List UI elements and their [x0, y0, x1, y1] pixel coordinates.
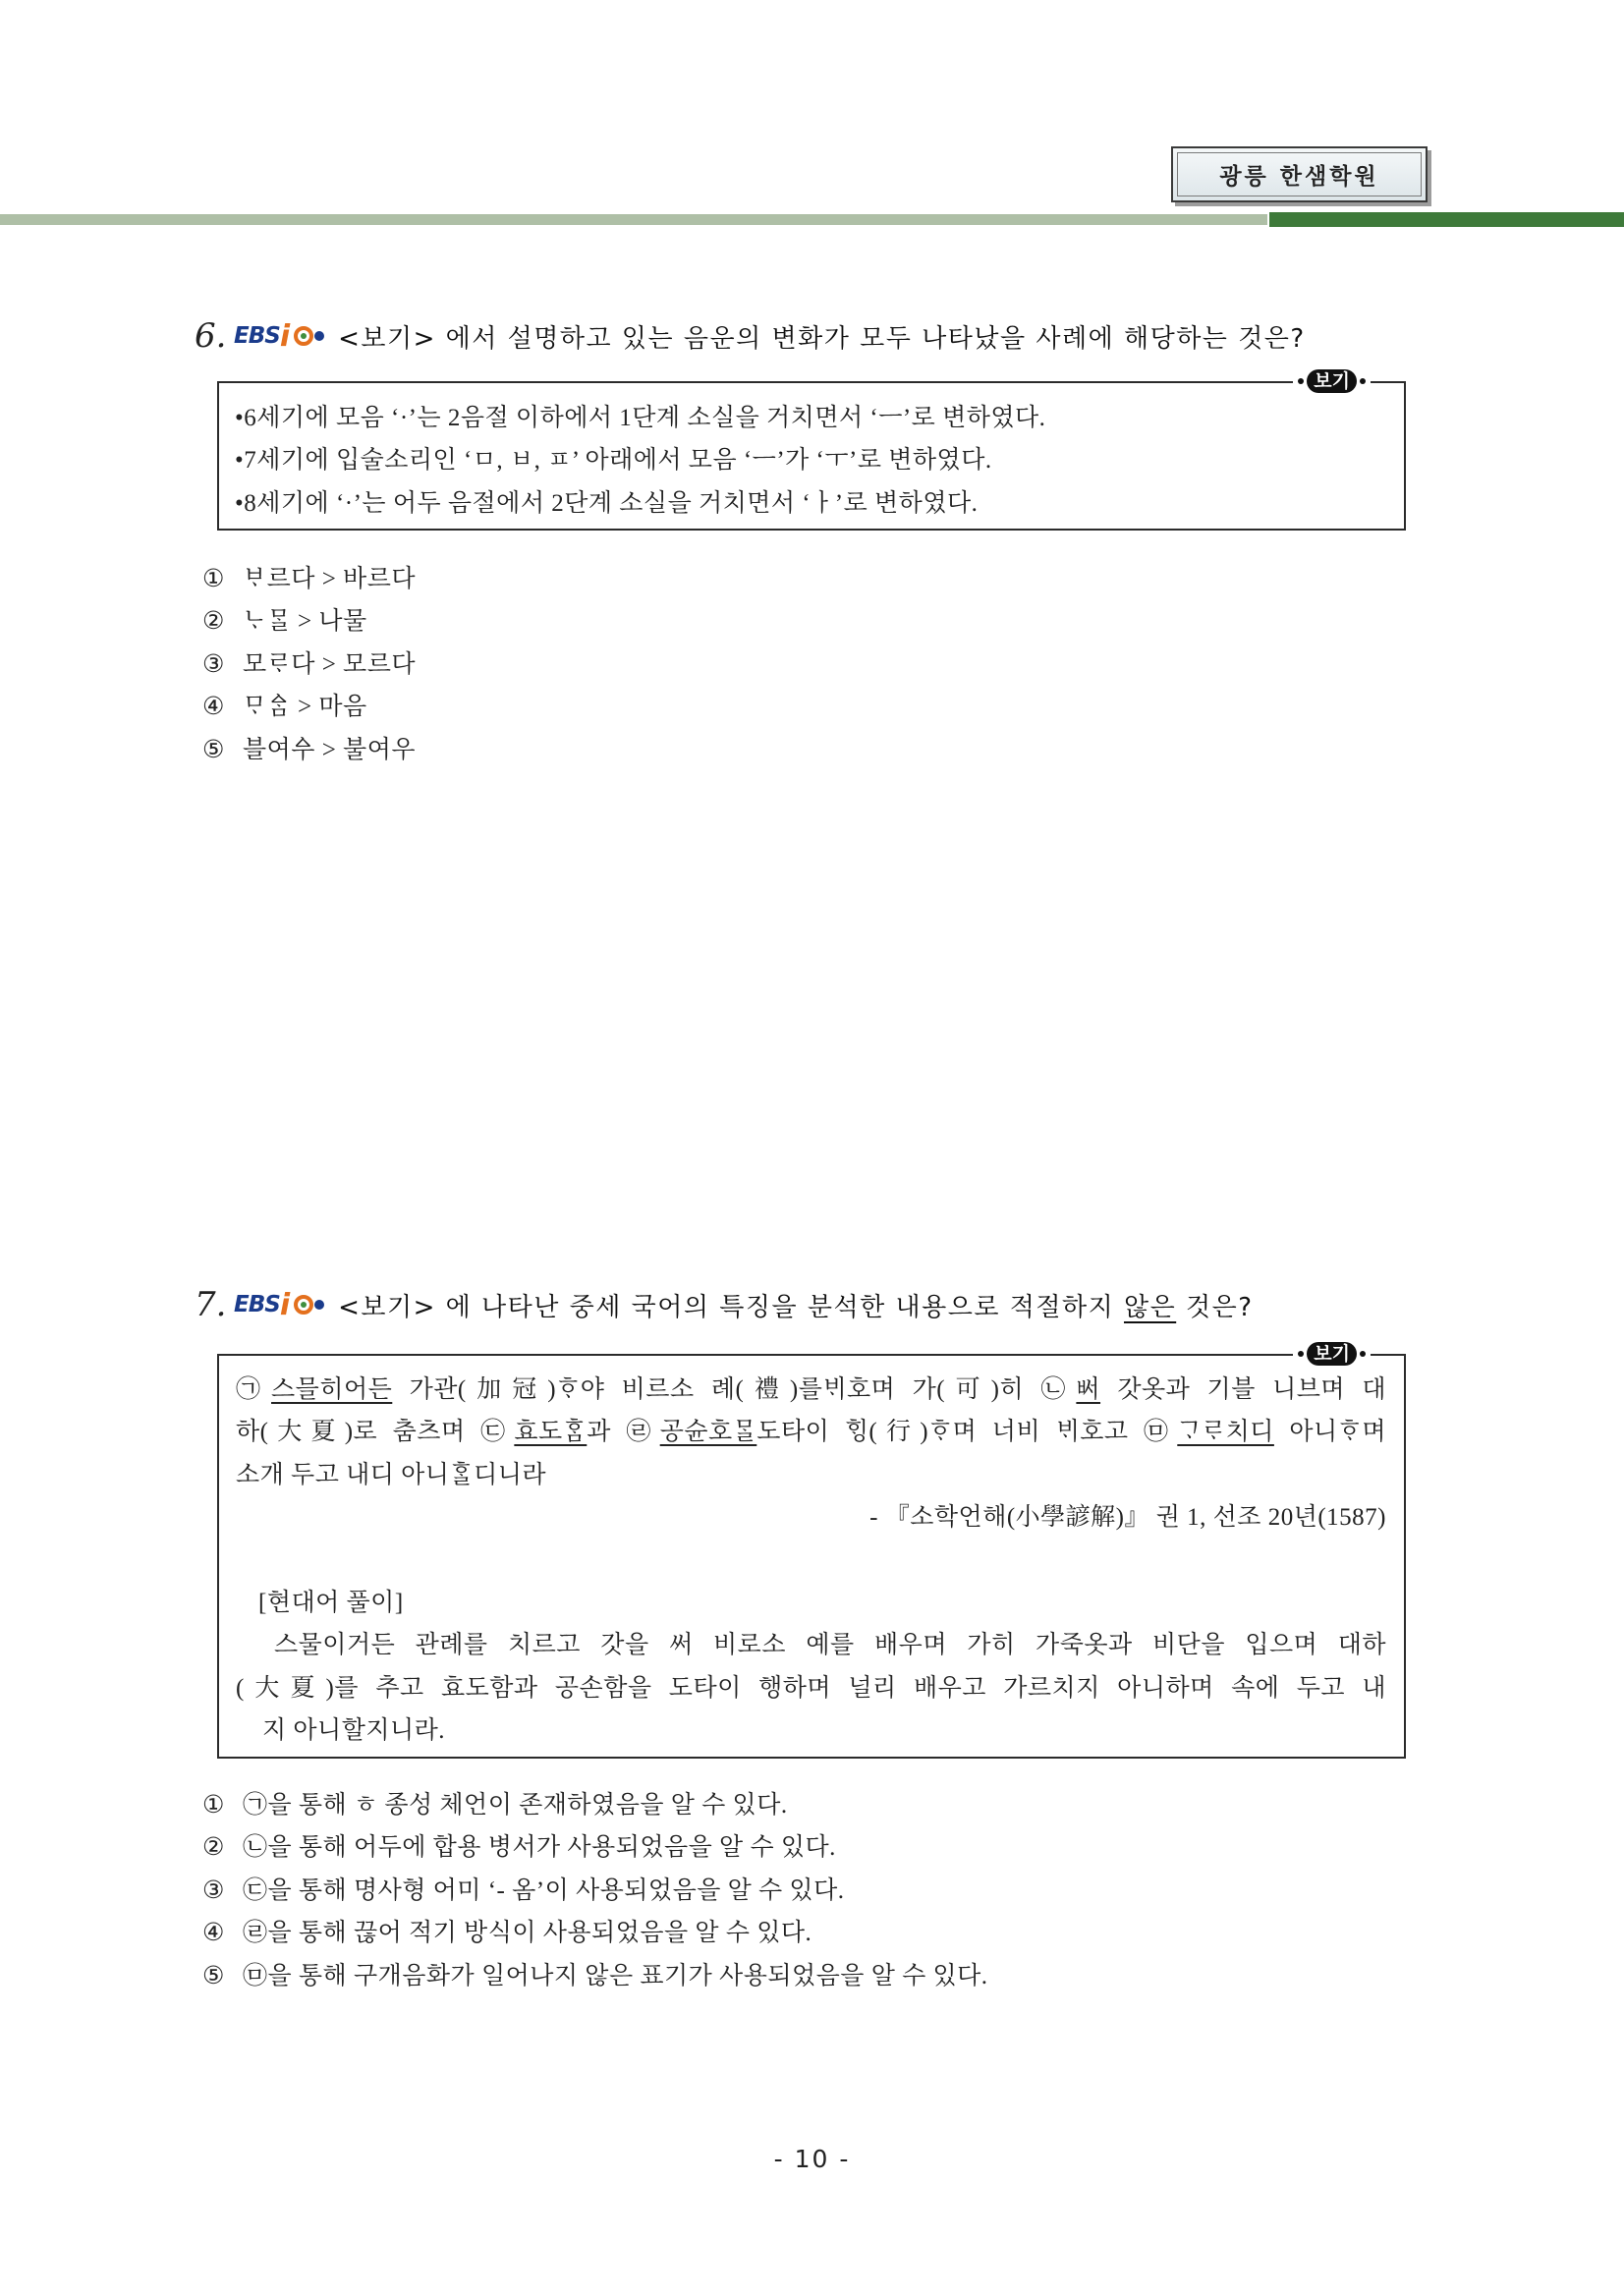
option-marker: ④	[202, 694, 225, 721]
passage-line	[236, 1369, 1386, 1411]
passage-text: 갓옷과 기블 니브며 대	[1100, 1376, 1386, 1403]
passage-text: 과 ㉣	[587, 1419, 660, 1446]
option-marker: ⑤	[202, 1962, 225, 1989]
passage-underlined-e: ᄀᆞᄅᆞ치디	[1177, 1419, 1274, 1446]
option-text: ㉠을 통해 ㅎ 종성 체언이 존재하였음을 알 수 있다.	[243, 1792, 788, 1819]
answer-option	[202, 1870, 988, 1912]
passage-text: 하(大夏)로 춤츠며 ㉢	[236, 1419, 515, 1446]
ebsi-emblem-icon	[293, 323, 326, 349]
answer-option	[202, 558, 416, 600]
example-box-label-text: 보기	[1307, 369, 1357, 393]
header-bar-dark	[1269, 212, 1624, 227]
header-bar-light	[0, 214, 1267, 225]
option-text: ᄇᆞ르다 > 바르다	[243, 566, 416, 592]
page-number: - 10 -	[773, 2145, 851, 2173]
example-line: •8세기에 ‘·’는 어두 음절에서 2단계 소실을 거치면서 ‘ㅏ’로 변하였다.	[235, 489, 979, 517]
option-text: ㉣을 통해 끊어 적기 방식이 사용되었음을 알 수 있다.	[243, 1920, 812, 1947]
answer-option	[202, 1912, 988, 1954]
example-box	[217, 370, 1406, 531]
label-dot-right	[1360, 378, 1366, 384]
question-number: 6.	[195, 316, 227, 356]
option-marker: ②	[202, 608, 225, 636]
option-text: ᄆᆞᅀᆞᆷ > 마음	[243, 694, 367, 721]
answer-option	[202, 1826, 988, 1869]
answer-option	[202, 1784, 988, 1826]
option-text: 블여ᅀᅮ > 불여우	[243, 736, 416, 763]
answer-option	[202, 1955, 988, 1997]
option-text: ㉤을 통해 구개음화가 일어나지 않은 표기가 사용되었음을 알 수 있다.	[243, 1962, 988, 1989]
stem-part: <보기> 에 나타난 중세 국어의 특징을 분석한 내용으로 적절하지	[338, 1292, 1124, 1322]
passage-text: 도타이 ᄒᆡᆼ(行)ᄒᆞ며 너비 ᄇᆡ호고 ㉤	[756, 1419, 1178, 1446]
label-dot-right	[1360, 1351, 1366, 1357]
option-marker: ⑤	[202, 736, 225, 763]
example-box-label	[1293, 1340, 1371, 1368]
ebsi-logo	[234, 1288, 326, 1322]
label-dot-left	[1298, 378, 1304, 384]
example-box	[217, 1343, 1406, 1759]
translation-heading: [현대어 풀이]	[258, 1589, 404, 1616]
passage-line	[236, 1454, 1386, 1496]
ebsi-logo-accent-letter: i	[279, 318, 291, 354]
example-line: •7세기에 입술소리인 ‘ㅁ, ㅂ, ㅍ’ 아래에서 모음 ‘ㅡ’가 ‘ㅜ’로 변하였다.	[235, 447, 992, 475]
option-text: ㉢을 통해 명사형 어미 ‘- 옴’이 사용되었음을 알 수 있다.	[243, 1876, 845, 1904]
ebsi-logo-letters: EBS	[234, 323, 280, 349]
question-number: 7.	[195, 1285, 227, 1324]
example-box-label-text: 보기	[1307, 1342, 1357, 1366]
blank-line	[236, 1540, 1386, 1582]
stem-emphasis-underlined: 않은	[1123, 1292, 1177, 1322]
question-stem: <보기> 에서 설명하고 있는 음운의 변화가 모두 나타났을 사례에 해당하는 것은?	[338, 323, 1306, 354]
answer-option	[202, 729, 416, 771]
passage-marker: ㉠	[236, 1376, 272, 1403]
ebsi-logo-letters: EBS	[234, 1292, 280, 1317]
question-6-options	[202, 558, 416, 771]
question-7-options	[202, 1784, 988, 1997]
ebsi-logo	[234, 319, 326, 354]
passage-source: - 『소학언해(小學諺解)』 권 1, 선조 20년(1587)	[869, 1504, 1386, 1532]
translation-line: 스물이거든 관례를 치르고 갓을 써 비로소 예를 배우며 가히 가죽옷과 비단을 입으며 대하	[274, 1632, 1386, 1659]
academy-badge	[1171, 146, 1428, 202]
translation-line: 지 아니할지니라.	[262, 1717, 446, 1745]
option-marker: ④	[202, 1920, 225, 1947]
example-box-label	[1293, 367, 1371, 395]
question-stem	[338, 1287, 1253, 1323]
ebsi-emblem-icon	[293, 1292, 326, 1317]
passage-line	[236, 1411, 1386, 1453]
answer-option	[202, 686, 416, 728]
answer-option	[202, 644, 416, 686]
passage-text: 아니ᄒᆞ며	[1273, 1419, 1386, 1446]
option-text: ㉡을 통해 어두에 합용 병서가 사용되었음을 알 수 있다.	[243, 1834, 836, 1862]
academy-name: 광릉 한샘학원	[1219, 164, 1379, 190]
passage-underlined-b: ᄡᅥ	[1076, 1376, 1101, 1403]
answer-option	[202, 600, 416, 643]
option-text: 모ᄅᆞ다 > 모르다	[243, 650, 416, 678]
passage-underlined-c: 효도ᄒᆞᆷ	[514, 1419, 588, 1446]
passage-underlined-d: 공슌호ᄆᆞᆯ	[659, 1419, 757, 1446]
option-text: ᄂᆞᄆᆞᆯ > 나물	[243, 608, 367, 636]
option-marker: ①	[202, 566, 225, 592]
option-marker: ③	[202, 1876, 225, 1904]
example-line: •6세기에 모음 ‘·’는 2음절 이하에서 1단계 소실을 거치면서 ‘ㅡ’로 변하였다.	[235, 405, 1046, 431]
ebsi-logo-accent-letter: i	[279, 1287, 291, 1322]
question-6-header	[195, 314, 1306, 358]
question-7-header	[195, 1283, 1254, 1326]
option-marker: ①	[202, 1792, 225, 1819]
option-marker: ②	[202, 1834, 225, 1862]
stem-part: 것은?	[1176, 1292, 1254, 1322]
passage-underlined-a: 스믈히어든	[271, 1376, 393, 1403]
label-dot-left	[1298, 1351, 1304, 1357]
passage-text: 가관(加冠)ᄒᆞ야 비르소 례(禮)를ᄇᆡ호며 가(可)히 ㉡	[392, 1376, 1077, 1403]
translation-line: (大夏)를 추고 효도함과 공손함을 도타이 행하며 널리 배우고 가르치지 아니하며 속에 두고 내	[236, 1674, 1386, 1702]
passage-text: 소개 두고 내디 아니ᄒᆞᆯ디니라	[236, 1461, 547, 1488]
option-marker: ③	[202, 650, 225, 678]
